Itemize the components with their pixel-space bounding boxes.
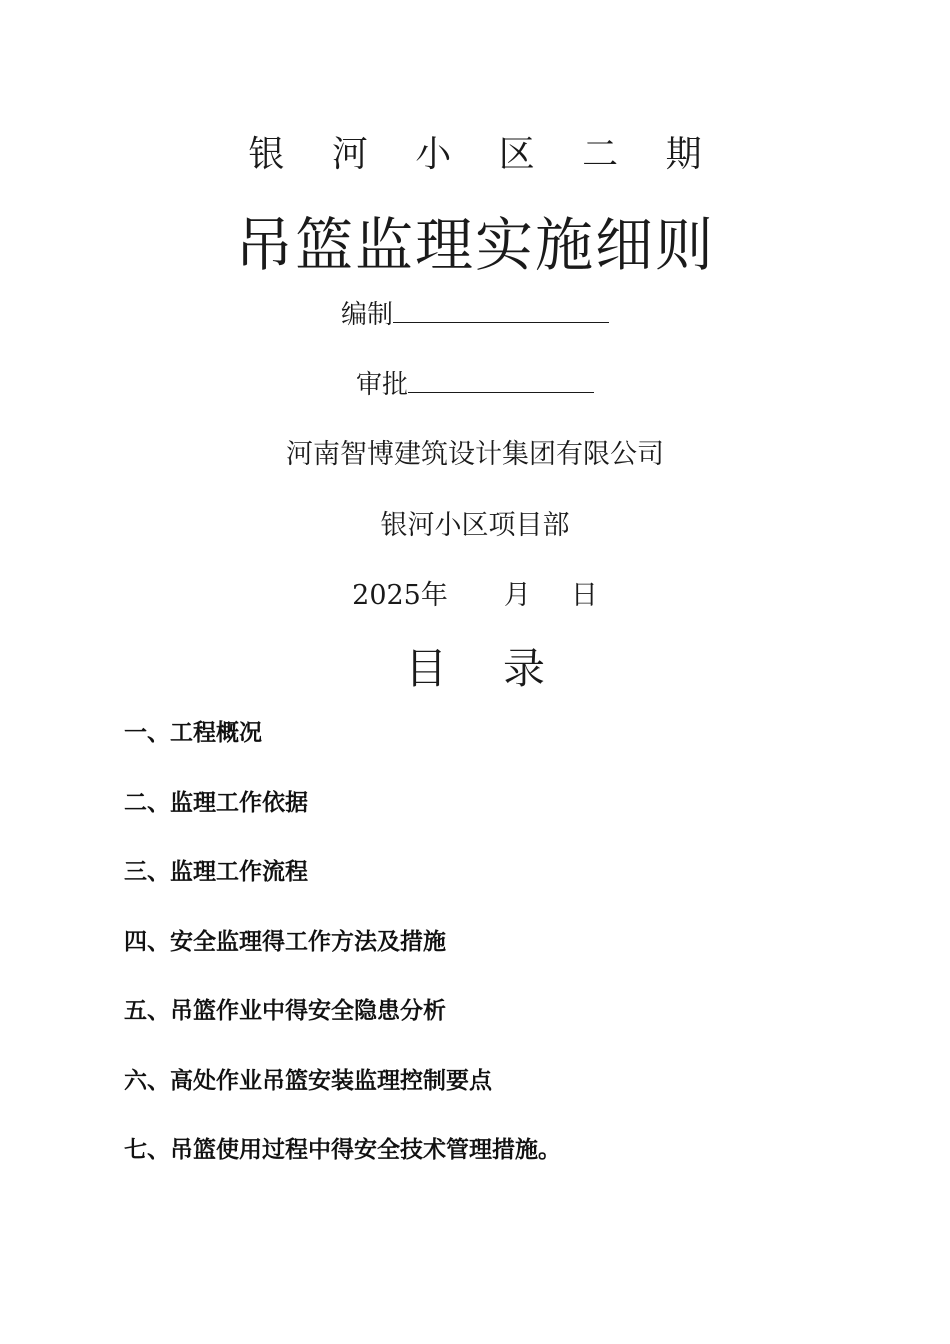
toc-heading-part1: 目: [404, 644, 447, 693]
toc-item: 三、监理工作流程: [124, 859, 308, 885]
toc-item: 一、工程概况: [124, 720, 262, 746]
toc-item: 五、吊篮作业中得安全隐患分析: [124, 998, 446, 1024]
compiled-by-blank-line: [393, 298, 609, 323]
document-title: 吊篮监理实施细则: [234, 211, 715, 279]
toc-item: 七、吊篮使用过程中得安全技术管理措施。: [124, 1137, 561, 1163]
table-of-contents: [124, 716, 561, 1203]
approved-by-blank-line: [408, 368, 594, 393]
department-name: 银河小区项目部: [380, 510, 570, 541]
company-name: 河南智博建筑设计集团有限公司: [286, 439, 664, 470]
project-name: 银 河 小 区 二 期: [248, 134, 720, 175]
date-line: [0, 573, 950, 612]
toc-heading-part2: 录: [503, 644, 546, 693]
date-year: 2025年: [352, 580, 448, 611]
date-day: 日: [570, 580, 598, 611]
toc-heading: [0, 636, 950, 696]
toc-item: 二、监理工作依据: [124, 789, 308, 816]
date-month: 月: [503, 580, 531, 611]
toc-item: 六、高处作业吊篮安装监理控制要点: [124, 1067, 492, 1094]
compiled-by-row: [0, 294, 950, 331]
approved-by-label: 审批: [355, 370, 408, 400]
compiled-by-label: 编制: [340, 300, 393, 330]
approved-by-row: [0, 364, 950, 401]
toc-item: 四、安全监理得工作方法及措施: [124, 928, 446, 955]
